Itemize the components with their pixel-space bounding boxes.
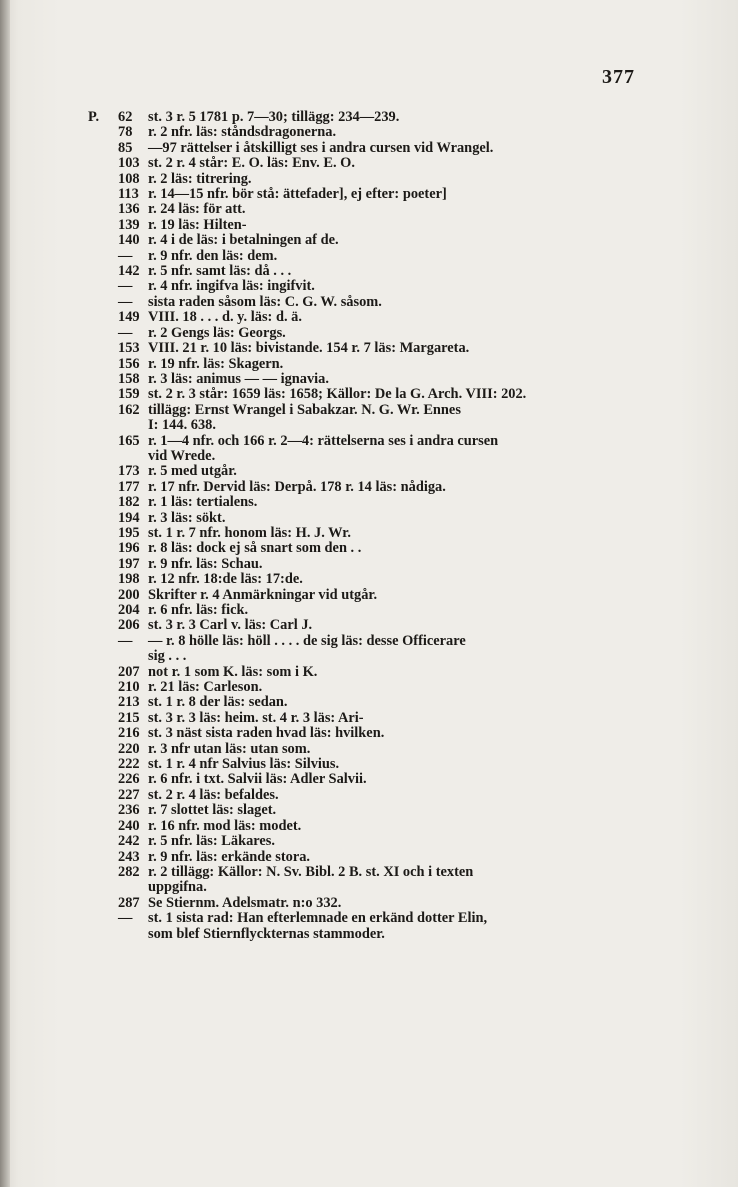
page-reference: 108 xyxy=(118,170,140,187)
page-reference: 177 xyxy=(118,478,140,495)
correction-text: st. 3 näst sista raden hvad läs: hvilken. xyxy=(148,725,385,742)
page-reference: — xyxy=(118,247,133,264)
errata-line xyxy=(88,557,658,572)
errata-line xyxy=(88,249,658,264)
errata-line xyxy=(88,572,658,587)
line-prefix xyxy=(88,172,118,187)
errata-line xyxy=(88,141,658,156)
errata-line xyxy=(88,125,658,140)
line-prefix xyxy=(88,726,118,741)
correction-text: r. 2 nfr. läs: ståndsdragonerna. xyxy=(148,124,337,141)
correction-text: r. 7 slottet läs: slaget. xyxy=(148,802,277,819)
correction-text: tillägg: Ernst Wrangel i Sabakzar. N. G. Wr. Ennes xyxy=(148,401,461,418)
line-prefix xyxy=(88,834,118,849)
line-prefix xyxy=(88,480,118,495)
page-reference: 240 xyxy=(118,817,140,834)
page-reference: — xyxy=(118,324,133,341)
errata-line xyxy=(88,172,658,187)
correction-text: I: 144. 638. xyxy=(148,417,216,434)
errata-line xyxy=(88,326,658,341)
correction-text: sista raden såsom läs: C. G. W. såsom. xyxy=(148,293,382,310)
page-reference: 227 xyxy=(118,786,140,803)
line-prefix xyxy=(88,464,118,479)
line-prefix xyxy=(88,880,118,895)
errata-line xyxy=(88,110,658,125)
line-prefix xyxy=(88,279,118,294)
correction-text: st. 1 sista rad: Han efterlemnade en erkänd dotter Elin, xyxy=(148,910,488,927)
correction-text: som blef Stiernflyckternas stammoder. xyxy=(148,925,385,942)
line-prefix xyxy=(88,634,118,649)
line-prefix xyxy=(88,403,118,418)
page-reference: 196 xyxy=(118,540,140,557)
line-prefix xyxy=(88,125,118,140)
page-reference: 220 xyxy=(118,740,140,757)
page-reference: 142 xyxy=(118,263,140,280)
line-prefix xyxy=(88,372,118,387)
page-reference: 195 xyxy=(118,524,140,541)
errata-line xyxy=(88,434,658,449)
line-prefix xyxy=(88,310,118,325)
line-prefix xyxy=(88,819,118,834)
errata-line xyxy=(88,819,658,834)
page-reference: 162 xyxy=(118,401,140,418)
errata-line xyxy=(88,618,658,633)
correction-text: r. 8 läs: dock ej så snart som den . . xyxy=(148,540,362,557)
correction-text: r. 2 tillägg: Källor: N. Sv. Bibl. 2 B. st. XI och i texten xyxy=(148,863,474,880)
page-reference: 282 xyxy=(118,863,140,880)
correction-text: uppgifna. xyxy=(148,879,207,896)
line-prefix xyxy=(88,434,118,449)
line-prefix xyxy=(88,896,118,911)
line-prefix xyxy=(88,557,118,572)
line-prefix xyxy=(88,249,118,264)
correction-text: st. 3 r. 3 läs: heim. st. 4 r. 3 läs: Ari- xyxy=(148,709,364,726)
errata-line xyxy=(88,726,658,741)
page-reference: — xyxy=(118,632,133,649)
line-prefix xyxy=(88,295,118,310)
page-reference: 222 xyxy=(118,756,140,773)
line-prefix xyxy=(88,418,118,433)
errata-line xyxy=(88,295,658,310)
line-prefix xyxy=(88,618,118,633)
errata-line xyxy=(88,588,658,603)
line-prefix xyxy=(88,187,118,202)
correction-text: st. 2 r. 4 står: E. O. läs: Env. E. O. xyxy=(148,155,355,172)
page-reference: 200 xyxy=(118,586,140,603)
page-reference: 149 xyxy=(118,309,140,326)
errata-line xyxy=(88,495,658,510)
page-reference: — xyxy=(118,278,133,295)
page-reference: 113 xyxy=(118,186,139,203)
errata-line xyxy=(88,279,658,294)
line-prefix xyxy=(88,218,118,233)
line-prefix xyxy=(88,233,118,248)
line-prefix xyxy=(88,927,118,942)
line-prefix xyxy=(88,603,118,618)
errata-line xyxy=(88,526,658,541)
correction-text: Skrifter r. 4 Anmärkningar vid utgår. xyxy=(148,586,378,603)
page-reference: 159 xyxy=(118,386,140,403)
errata-line xyxy=(88,803,658,818)
page-number: 377 xyxy=(602,66,635,88)
line-prefix xyxy=(88,141,118,156)
page-reference: 78 xyxy=(118,124,133,141)
correction-text: st. 2 r. 3 står: 1659 läs: 1658; Källor: De la G. Arch. VIII: 202. xyxy=(148,386,527,403)
line-prefix xyxy=(88,711,118,726)
errata-line xyxy=(88,896,658,911)
page-reference xyxy=(118,880,148,895)
line-prefix xyxy=(88,526,118,541)
line-prefix xyxy=(88,911,118,926)
correction-text: st. 2 r. 4 läs: befaldes. xyxy=(148,786,279,803)
correction-text: st. 1 r. 4 nfr Salvius läs: Silvius. xyxy=(148,756,340,773)
errata-line xyxy=(88,865,658,880)
page-reference: 206 xyxy=(118,617,140,634)
page-reference: 85 xyxy=(118,139,133,156)
correction-text: r. 3 läs: animus — — ignavia. xyxy=(148,370,329,387)
page-reference xyxy=(118,449,148,464)
line-prefix xyxy=(88,695,118,710)
page-reference: 140 xyxy=(118,232,140,249)
correction-text: r. 5 nfr. samt läs: då . . . xyxy=(148,263,292,280)
errata-line xyxy=(88,464,658,479)
correction-text: st. 3 r. 3 Carl v. läs: Carl J. xyxy=(148,617,313,634)
errata-line xyxy=(88,202,658,217)
correction-text: r. 5 nfr. läs: Läkares. xyxy=(148,833,275,850)
line-prefix xyxy=(88,588,118,603)
line-prefix xyxy=(88,649,118,664)
page-reference: 153 xyxy=(118,340,140,357)
errata-line xyxy=(88,880,658,895)
errata-line xyxy=(88,233,658,248)
correction-text: r. 9 nfr. läs: Schau. xyxy=(148,555,263,572)
errata-line xyxy=(88,357,658,372)
page-reference: 194 xyxy=(118,509,140,526)
errata-line xyxy=(88,341,658,356)
line-prefix xyxy=(88,449,118,464)
correction-text: st. 1 r. 7 nfr. honom läs: H. J. Wr. xyxy=(148,524,351,541)
errata-line xyxy=(88,403,658,418)
errata-line xyxy=(88,680,658,695)
errata-line xyxy=(88,772,658,787)
line-prefix xyxy=(88,202,118,217)
line-prefix xyxy=(88,541,118,556)
page-reference: 213 xyxy=(118,694,140,711)
correction-text: r. 3 läs: sökt. xyxy=(148,509,226,526)
correction-text: r. 9 nfr. den läs: dem. xyxy=(148,247,278,264)
errata-line xyxy=(88,264,658,279)
correction-text: VIII. 18 . . . d. y. läs: d. ä. xyxy=(148,309,302,326)
correction-text: r. 9 nfr. läs: erkände stora. xyxy=(148,848,311,865)
correction-text: r. 19 läs: Hilten- xyxy=(148,216,247,233)
errata-list xyxy=(88,110,658,942)
correction-text: sig . . . xyxy=(148,648,187,665)
page-reference: 236 xyxy=(118,802,140,819)
page-reference: 243 xyxy=(118,848,140,865)
page-reference: 62 xyxy=(118,109,133,125)
line-prefix xyxy=(88,341,118,356)
line-prefix xyxy=(88,772,118,787)
page-reference: 165 xyxy=(118,432,140,449)
correction-text: r. 16 nfr. mod läs: modet. xyxy=(148,817,302,834)
errata-line xyxy=(88,187,658,202)
correction-text: r. 1—4 nfr. och 166 r. 2—4: rättelserna ses i andra cursen xyxy=(148,432,499,449)
errata-line xyxy=(88,665,658,680)
errata-line xyxy=(88,511,658,526)
errata-line xyxy=(88,911,658,926)
line-prefix xyxy=(88,803,118,818)
correction-text: r. 2 Gengs läs: Georgs. xyxy=(148,324,286,341)
page-reference: 216 xyxy=(118,725,140,742)
errata-line xyxy=(88,927,658,942)
correction-text: r. 6 nfr. läs: fick. xyxy=(148,602,249,618)
errata-line xyxy=(88,788,658,803)
errata-line xyxy=(88,757,658,772)
correction-text: not r. 1 som K. läs: som i K. xyxy=(148,663,318,680)
correction-text: r. 2 läs: titrering. xyxy=(148,170,252,187)
correction-text: r. 6 nfr. i txt. Salvii läs: Adler Salvii. xyxy=(148,771,367,788)
page-reference: 158 xyxy=(118,370,140,387)
line-prefix xyxy=(88,326,118,341)
page-reference: 210 xyxy=(118,679,140,696)
correction-text: r. 4 i de läs: i betalningen af de. xyxy=(148,232,339,249)
correction-text: st. 1 r. 8 der läs: sedan. xyxy=(148,694,288,711)
correction-text: VIII. 21 r. 10 läs: bivistande. 154 r. 7 läs: Margareta. xyxy=(148,340,470,357)
correction-text: — r. 8 hölle läs: höll . . . . de sig läs: desse Officerare xyxy=(148,632,466,649)
line-prefix xyxy=(88,511,118,526)
line-prefix xyxy=(88,156,118,171)
correction-text: r. 12 nfr. 18:de läs: 17:de. xyxy=(148,571,303,588)
page-reference: 103 xyxy=(118,155,140,172)
errata-line xyxy=(88,218,658,233)
correction-text: r. 5 med utgår. xyxy=(148,463,237,480)
line-prefix xyxy=(88,264,118,279)
page-reference: 226 xyxy=(118,771,140,788)
line-prefix xyxy=(88,387,118,402)
correction-text: r. 3 nfr utan läs: utan som. xyxy=(148,740,311,757)
errata-line xyxy=(88,156,658,171)
line-prefix xyxy=(88,665,118,680)
page-reference: — xyxy=(118,293,133,310)
page-reference: 215 xyxy=(118,709,140,726)
errata-line xyxy=(88,541,658,556)
page-spine-shadow xyxy=(0,0,10,1187)
errata-line xyxy=(88,850,658,865)
correction-text: —97 rättelser i åtskilligt ses i andra cursen vid Wrangel. xyxy=(148,139,494,156)
errata-line xyxy=(88,649,658,664)
errata-line xyxy=(88,310,658,325)
page-reference xyxy=(118,927,148,942)
correction-text: vid Wrede. xyxy=(148,447,216,464)
correction-text: r. 1 läs: tertialens. xyxy=(148,494,258,511)
page-reference: 197 xyxy=(118,555,140,572)
correction-text: r. 24 läs: för att. xyxy=(148,201,246,218)
errata-line xyxy=(88,480,658,495)
page-reference: 173 xyxy=(118,463,140,480)
page-reference: 182 xyxy=(118,494,140,511)
correction-text: Se Stiernm. Adelsmatr. n:o 332. xyxy=(148,894,342,911)
page-reference: — xyxy=(118,910,133,927)
page-reference: 242 xyxy=(118,833,140,850)
errata-line xyxy=(88,372,658,387)
page-reference: 287 xyxy=(118,894,140,911)
line-prefix xyxy=(88,788,118,803)
page-reference: 156 xyxy=(118,355,140,372)
errata-line xyxy=(88,449,658,464)
line-prefix xyxy=(88,680,118,695)
errata-line xyxy=(88,711,658,726)
line-prefix xyxy=(88,757,118,772)
line-prefix xyxy=(88,865,118,880)
correction-text: r. 17 nfr. Dervid läs: Derpå. 178 r. 14 läs: nådiga. xyxy=(148,478,446,495)
correction-text: r. 14—15 nfr. bör stå: ättefader], ej efter: poeter] xyxy=(148,186,447,203)
line-prefix xyxy=(88,742,118,757)
errata-line xyxy=(88,695,658,710)
line-prefix xyxy=(88,495,118,510)
errata-line xyxy=(88,603,658,618)
errata-line xyxy=(88,387,658,402)
errata-line xyxy=(88,742,658,757)
correction-text: r. 21 läs: Carleson. xyxy=(148,679,263,696)
correction-text: st. 3 r. 5 1781 p. 7—30; tillägg: 234—239. xyxy=(148,109,400,125)
line-prefix xyxy=(88,357,118,372)
page-reference xyxy=(118,418,148,433)
errata-line xyxy=(88,834,658,849)
page-reference: 139 xyxy=(118,216,140,233)
page-reference xyxy=(118,649,148,664)
page-reference: 136 xyxy=(118,201,140,218)
correction-text: r. 4 nfr. ingifva läs: ingifvit. xyxy=(148,278,315,295)
page-reference: 198 xyxy=(118,571,140,588)
line-prefix: P. xyxy=(88,109,100,125)
correction-text: r. 19 nfr. läs: Skagern. xyxy=(148,355,284,372)
page-reference: 207 xyxy=(118,663,140,680)
line-prefix xyxy=(88,850,118,865)
line-prefix xyxy=(88,572,118,587)
page-reference: 204 xyxy=(118,602,140,618)
errata-line xyxy=(88,418,658,433)
errata-line xyxy=(88,634,658,649)
